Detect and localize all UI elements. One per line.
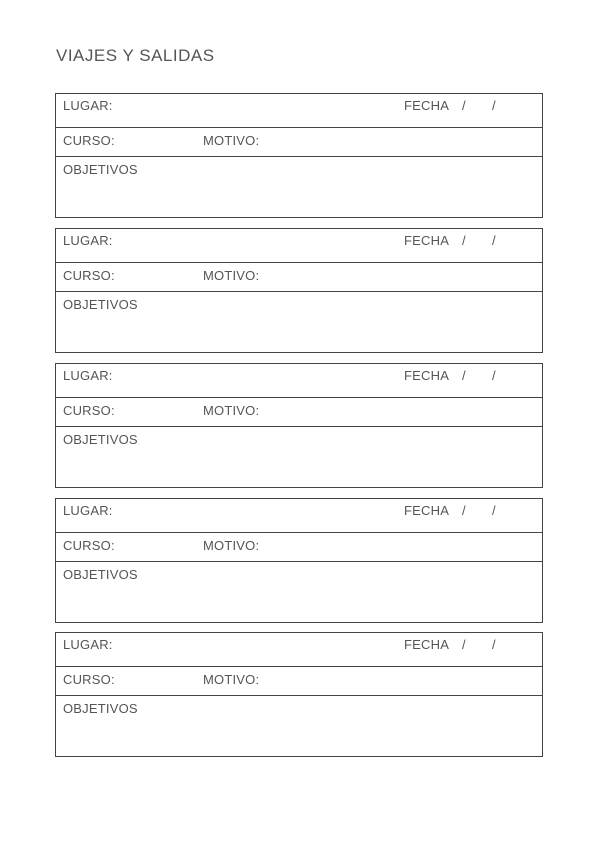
- motivo-label: MOTIVO:: [203, 403, 260, 418]
- curso-label: CURSO:: [63, 268, 115, 283]
- lugar-field[interactable]: [118, 100, 388, 120]
- objetivos-row: [56, 562, 542, 622]
- lugar-label: LUGAR:: [63, 503, 113, 518]
- lugar-fecha-row: [56, 364, 542, 398]
- curso-field[interactable]: [118, 538, 198, 556]
- motivo-label: MOTIVO:: [203, 133, 260, 148]
- date-separator: /: [492, 98, 496, 113]
- motivo-field[interactable]: [266, 538, 536, 556]
- objetivos-row: [56, 427, 542, 487]
- curso-label: CURSO:: [63, 403, 115, 418]
- fecha-day-field[interactable]: [449, 505, 461, 525]
- fecha-day-field[interactable]: [449, 100, 461, 120]
- objetivos-field[interactable]: [63, 586, 535, 616]
- curso-motivo-row: [56, 398, 542, 427]
- objetivos-field[interactable]: [63, 181, 535, 211]
- fecha-month-field[interactable]: [471, 100, 489, 120]
- lugar-fecha-row: [56, 94, 542, 128]
- fecha-year-field[interactable]: [502, 639, 538, 659]
- objetivos-label: OBJETIVOS: [63, 567, 138, 582]
- fecha-label: FECHA: [404, 233, 450, 248]
- lugar-field[interactable]: [118, 639, 388, 659]
- objetivos-label: OBJETIVOS: [63, 701, 138, 716]
- lugar-fecha-row: [56, 499, 542, 533]
- curso-field[interactable]: [118, 672, 198, 690]
- trip-entry-card: [55, 498, 543, 623]
- fecha-year-field[interactable]: [502, 235, 538, 255]
- curso-motivo-row: [56, 128, 542, 157]
- fecha-label: FECHA: [404, 503, 450, 518]
- curso-field[interactable]: [118, 133, 198, 151]
- fecha-label: FECHA: [404, 637, 450, 652]
- curso-label: CURSO:: [63, 133, 115, 148]
- motivo-field[interactable]: [266, 672, 536, 690]
- curso-field[interactable]: [118, 268, 198, 286]
- curso-field[interactable]: [118, 403, 198, 421]
- motivo-label: MOTIVO:: [203, 672, 260, 687]
- motivo-label: MOTIVO:: [203, 538, 260, 553]
- date-separator: /: [492, 503, 496, 518]
- fecha-day-field[interactable]: [449, 639, 461, 659]
- lugar-field[interactable]: [118, 370, 388, 390]
- lugar-label: LUGAR:: [63, 637, 113, 652]
- date-separator: /: [462, 98, 466, 113]
- trip-entry-card: [55, 93, 543, 218]
- fecha-day-field[interactable]: [449, 235, 461, 255]
- fecha-label: FECHA: [404, 368, 450, 383]
- lugar-fecha-row: [56, 633, 542, 667]
- fecha-label: FECHA: [404, 98, 450, 113]
- motivo-field[interactable]: [266, 133, 536, 151]
- lugar-label: LUGAR:: [63, 233, 113, 248]
- page-title: VIAJES Y SALIDAS: [56, 46, 215, 65]
- date-separator: /: [492, 368, 496, 383]
- curso-label: CURSO:: [63, 538, 115, 553]
- lugar-fecha-row: [56, 229, 542, 263]
- objetivos-row: [56, 157, 542, 217]
- trip-entry-card: [55, 363, 543, 488]
- trip-entry-card: [55, 632, 543, 757]
- curso-motivo-row: [56, 263, 542, 292]
- motivo-label: MOTIVO:: [203, 268, 260, 283]
- lugar-field[interactable]: [118, 505, 388, 525]
- trip-entry-card: [55, 228, 543, 353]
- curso-label: CURSO:: [63, 672, 115, 687]
- date-separator: /: [462, 233, 466, 248]
- date-separator: /: [462, 368, 466, 383]
- objetivos-label: OBJETIVOS: [63, 432, 138, 447]
- date-separator: /: [492, 637, 496, 652]
- date-separator: /: [462, 637, 466, 652]
- curso-motivo-row: [56, 667, 542, 696]
- fecha-month-field[interactable]: [471, 370, 489, 390]
- motivo-field[interactable]: [266, 403, 536, 421]
- curso-motivo-row: [56, 533, 542, 562]
- objetivos-field[interactable]: [63, 451, 535, 481]
- objetivos-label: OBJETIVOS: [63, 162, 138, 177]
- objetivos-label: OBJETIVOS: [63, 297, 138, 312]
- objetivos-field[interactable]: [63, 720, 535, 750]
- lugar-field[interactable]: [118, 235, 388, 255]
- fecha-year-field[interactable]: [502, 370, 538, 390]
- fecha-month-field[interactable]: [471, 505, 489, 525]
- fecha-year-field[interactable]: [502, 100, 538, 120]
- date-separator: /: [492, 233, 496, 248]
- objetivos-row: [56, 696, 542, 756]
- objetivos-row: [56, 292, 542, 352]
- lugar-label: LUGAR:: [63, 368, 113, 383]
- objetivos-field[interactable]: [63, 316, 535, 346]
- fecha-month-field[interactable]: [471, 639, 489, 659]
- fecha-month-field[interactable]: [471, 235, 489, 255]
- fecha-year-field[interactable]: [502, 505, 538, 525]
- lugar-label: LUGAR:: [63, 98, 113, 113]
- fecha-day-field[interactable]: [449, 370, 461, 390]
- motivo-field[interactable]: [266, 268, 536, 286]
- date-separator: /: [462, 503, 466, 518]
